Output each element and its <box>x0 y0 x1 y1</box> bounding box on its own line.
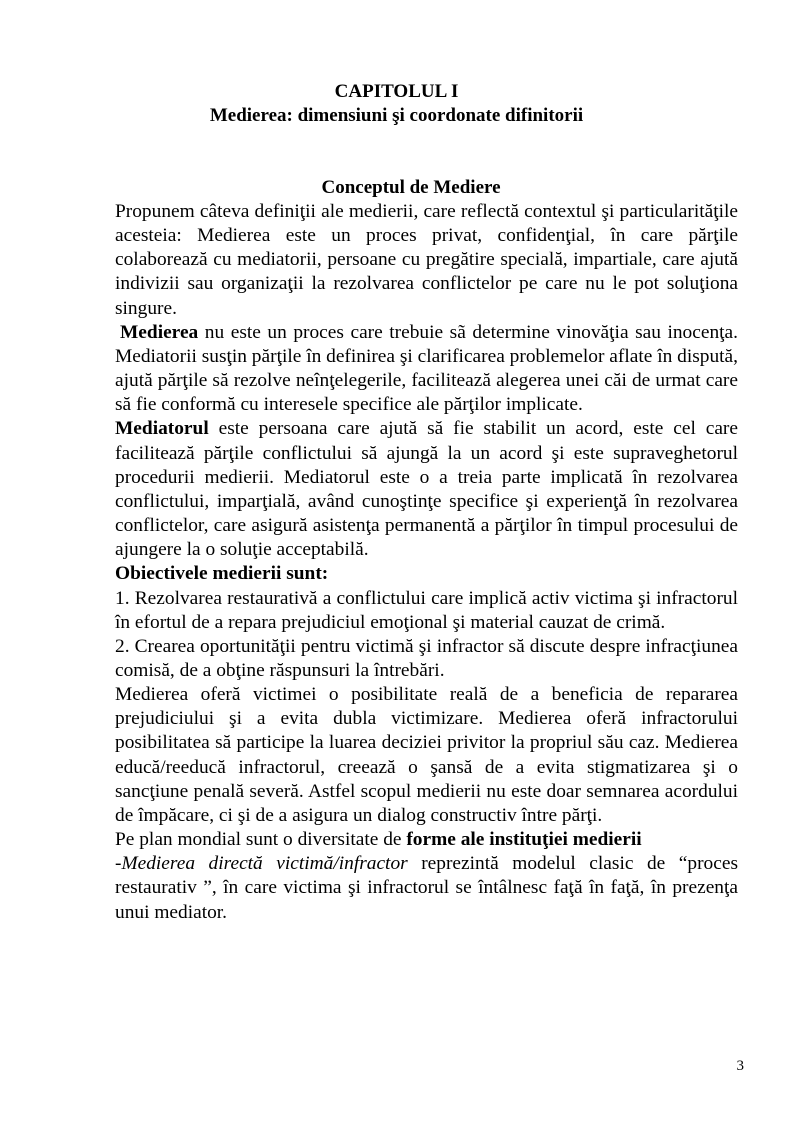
paragraph-forms-text: Pe plan mondial sunt o diversitate de <box>115 829 407 851</box>
paragraph-forms <box>115 828 738 852</box>
paragraph-benefits: Medierea oferă victimei o posibilitate reală de a beneficia de repararea prejudiciului şi a evita dubla victimizare. Medierea oferă infractorului posibilitatea să participe la luarea deciziei privitor la propriul său caz. Medierea educă/reeducă infractorul, creează o şansă de a evita stigmatizarea şi o sancţiune penală severă. Astfel scopul medierii nu este doar semnarea acordului de împăcare, ci şi de a asigura un dialog constructiv între părţi. <box>115 684 738 826</box>
term-mediatorul: Mediatorul <box>115 418 209 440</box>
objectives-heading <box>115 562 738 586</box>
objectives-heading-text: Obiectivele medierii sunt: <box>115 563 329 585</box>
chapter-label: CAPITOLUL I <box>334 81 459 102</box>
page-number: 3 <box>736 1058 744 1074</box>
section-title: Conceptul de Mediere <box>321 177 501 198</box>
paragraph-mediatorul-text: este persoana care ajută să fie stabilit un acord, este cel care facilitează părţile conflictului să ajungă la un acord şi este supraveghetorul procedurii medierii. Mediatorul este o a treia parte implicată în rezolvarea conflictului, imparţială, având cunoştinţe specifice şi experienţă în rezolvarea conflictelor, care asigură asistenţa permanentă a părţilor în timpul procesului de ajungere la o soluţie acceptabilă. <box>115 418 738 561</box>
term-direct-mediation: -Medierea directă victimă/infractor <box>115 853 408 875</box>
paragraph-definitions: Propunem câteva definiţii ale medierii, care reflectă contextul şi particularităţile acesteia: Medierea este un proces privat, confidenţial, în care părţile colaborează cu mediatorii, persoane cu pregătire specială, impartiale, care ajută indivizii sau organizaţii la rezolvarea conflictelor pe care nu le pot soluţiona singure. <box>115 201 738 319</box>
objective-1: 1. Rezolvarea restaurativă a conflictului care implică activ victima şi infractorul în efortul de a repara prejudiciul emoţional şi material cauzat de crimă. <box>115 587 738 633</box>
chapter-title: Medierea: dimensiuni şi coordonate difinitorii <box>209 105 584 126</box>
paragraph-direct-mediation-text: reprezintă modelul clasic de “proces restaurativ ”, în care victima şi infractorul se întâlnesc faţă în faţă, în prezenţa unui mediator. <box>115 853 738 923</box>
body-text <box>115 200 738 925</box>
paragraph-medierea-text: nu este un proces care trebuie sã determine vinovăţia sau inocenţa. Mediatorii susţin părţile în definirea şi clarificarea problemelor aflate în dispută, ajută părţile să rezolve neînţelegerile, facilitează alegerea unei căi de urmat care să fie conformă cu interesele specifice ale părţilor implicate. <box>115 321 738 416</box>
objective-2: 2. Crearea oportunităţii pentru victimă şi infractor să discute despre infracţiunea comisă, de a obţine răspunsuri la întrebări. <box>115 635 738 681</box>
term-medierea: Medierea <box>120 321 199 343</box>
paragraph-direct-mediation <box>115 852 738 924</box>
paragraph-medierea <box>115 321 738 418</box>
paragraph-mediatorul <box>115 417 738 562</box>
term-forms: forme ale instituţiei medierii <box>406 829 642 851</box>
